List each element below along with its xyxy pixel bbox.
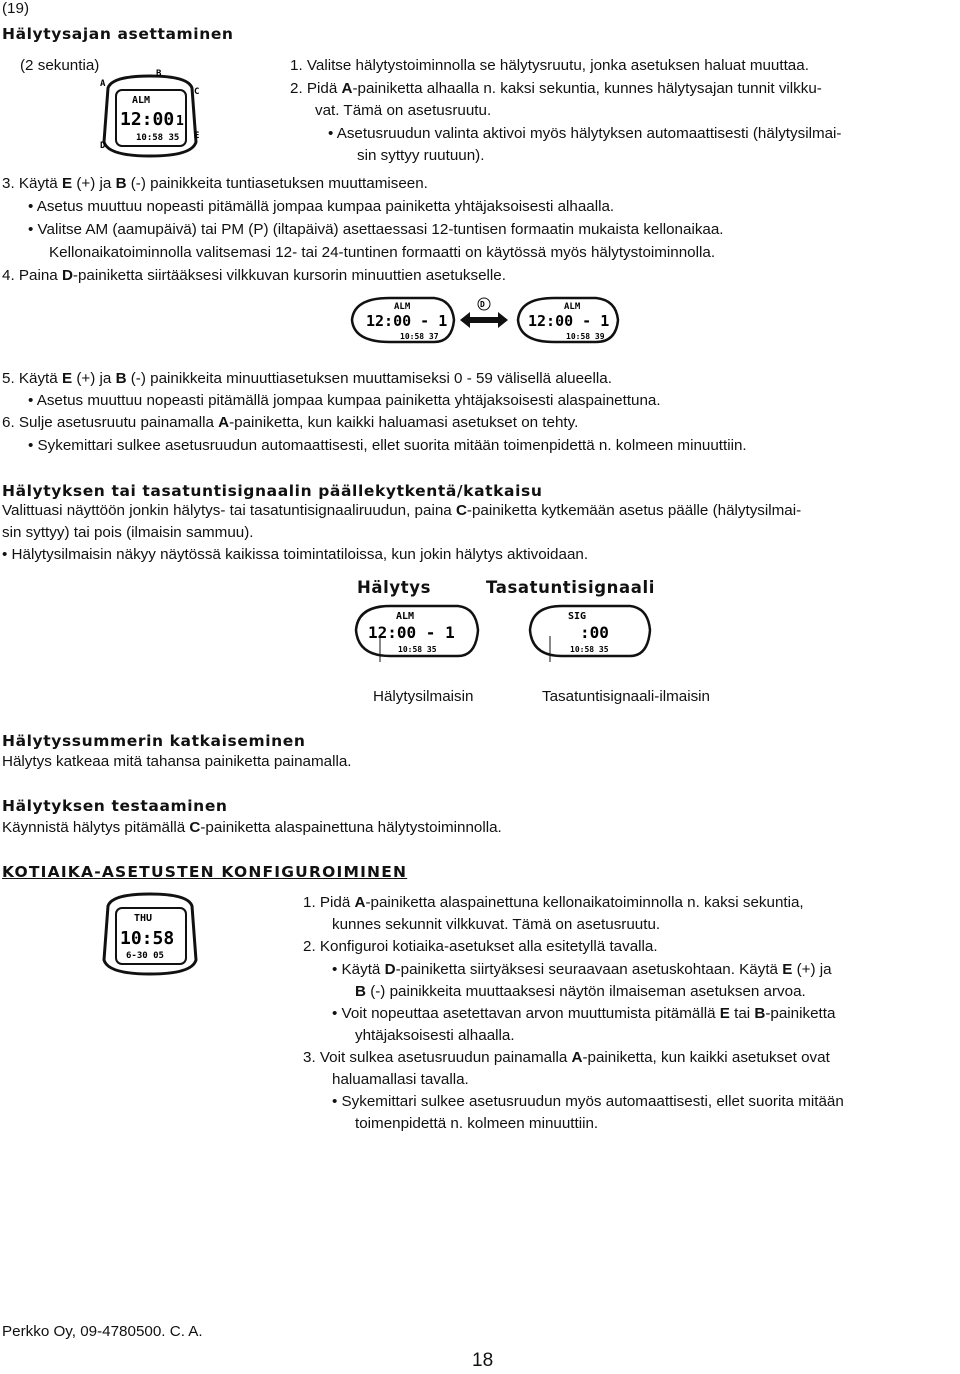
svg-text::00: :00: [580, 623, 609, 642]
svg-text:B: B: [156, 69, 162, 79]
footer-company: Perkko Oy, 09-4780500. C. A.: [2, 1323, 203, 1340]
svg-text:10:58: 10:58: [120, 928, 175, 949]
svg-text:10:58 35: 10:58 35: [398, 645, 437, 654]
section-heading-alarm-time: Hälytysajan asettaminen: [2, 25, 234, 43]
home-step-1: 1. Pidä A-painiketta alaspainettuna kellonaikatoiminnolla n. kaksi sekuntia,: [303, 894, 804, 911]
home-step-3: 3. Voit sulkea asetusruudun painamalla A-painiketta, kun kaikki asetukset ovat: [303, 1049, 830, 1066]
section3-text: Hälytys katkeaa mitä tahansa painiketta painamalla.: [2, 753, 352, 770]
step-1: 1. Valitse hälytystoiminnolla se hälytysruutu, jonka asetuksen haluat muuttaa.: [290, 57, 809, 74]
svg-text:10:58 35: 10:58 35: [136, 133, 180, 143]
step-6: 6. Sulje asetusruutu painamalla A-painiketta, kun kaikki haluamasi asetukset on tehty.: [2, 414, 579, 431]
svg-text:6-30 05: 6-30 05: [126, 951, 164, 961]
page-number: 18: [472, 1350, 494, 1371]
side-note: (2 sekuntia): [20, 57, 100, 74]
section-heading-alarm-toggle: Hälytyksen tai tasatuntisignaalin päällekytkentä/katkaisu: [2, 482, 543, 500]
page-label: (19): [2, 0, 30, 17]
watch-alarm-signal-image: [354, 600, 654, 662]
section-heading-test: Hälytyksen testaaminen: [2, 797, 228, 815]
section2-bullet: • Hälytysilmaisin näkyy näytössä kaikissa toimintatiloissa, kun jokin hälytys aktivoidaan.: [2, 546, 589, 563]
step-5: 5. Käytä E (+) ja B (-) painikkeita minuuttiasetuksen muuttamiseksi 0 - 59 välisellä alueella.: [2, 370, 612, 387]
watch-home-time-image: [90, 886, 210, 982]
step-2-bullet: • Asetusruudun valinta aktivoi myös hälytyksen automaattisesti (hälytysilmai-: [328, 125, 842, 142]
svg-text:C: C: [194, 87, 200, 97]
svg-text:SIG: SIG: [568, 611, 587, 622]
svg-text:10:58 35: 10:58 35: [570, 645, 609, 654]
watch1-time: 12:00: [120, 109, 175, 130]
watch1-mode: ALM: [132, 95, 151, 106]
step-2: 2. Pidä A-painiketta alhaalla n. kaksi sekuntia, kunnes hälytysajan tunnit vilkku-: [290, 80, 822, 97]
label-alarm: Hälytys: [357, 578, 432, 597]
step-5-bullet: • Asetus muuttuu nopeasti pitämällä jompaa kumpaa painiketta yhtäjaksoisesti alaspainettuna.: [28, 392, 661, 409]
svg-text:10:58 39: 10:58 39: [566, 332, 605, 341]
step-3: 3. Käytä E (+) ja B (-) painikkeita tuntiasetuksen muuttamiseen.: [2, 175, 428, 192]
svg-text:D: D: [100, 141, 106, 151]
svg-text:D: D: [480, 300, 485, 309]
button-a-label: A: [100, 79, 106, 89]
label-hourly-signal: Tasatuntisignaali: [486, 578, 655, 597]
svg-text:12:00 - 1: 12:00 - 1: [528, 312, 610, 330]
svg-text:E: E: [194, 131, 200, 141]
section-heading-home-time: KOTIAIKA-ASETUSTEN KONFIGUROIMINEN: [2, 863, 408, 881]
section4-text: Käynnistä hälytys pitämällä C-painiketta alaspainettuna hälytystoiminnolla.: [2, 819, 502, 836]
svg-text:1: 1: [176, 114, 184, 129]
step-6-bullet: • Sykemittari sulkee asetusruudun automaattisesti, ellet suorita mitään toimenpidettä n. kolmeen minuuttiin.: [28, 437, 747, 454]
caption-signal-indicator: Tasatuntisignaali-ilmaisin: [542, 688, 710, 705]
home-step-3-bullet: • Sykemittari sulkee asetusruudun myös automaattisesti, ellet suorita mitään: [332, 1093, 844, 1110]
watch-alarm-setting-image: [90, 68, 210, 164]
step-3-bullet-2: • Valitse AM (aamupäivä) tai PM (P) (iltapäivä) asettaessasi 12-tuntisen formaatin mukaista kellonaikaa.: [28, 221, 724, 238]
home-step-2: 2. Konfiguroi kotiaika-asetukset alla esitetyllä tavalla.: [303, 938, 658, 955]
svg-text:THU: THU: [134, 913, 153, 924]
step-3-bullet-1: • Asetus muuttuu nopeasti pitämällä jompaa kumpaa painiketta yhtäjaksoisesti alhaalla.: [28, 198, 615, 215]
caption-alarm-indicator: Hälytysilmaisin: [373, 688, 474, 705]
home-step-2-bullet-2: • Voit nopeuttaa asetettavan arvon muuttumista pitämällä E tai B-painiketta: [332, 1005, 836, 1022]
step-4: 4. Paina D-painiketta siirtääksesi vilkkuvan kursorin minuuttien asetukselle.: [2, 267, 506, 284]
svg-text:10:58 37: 10:58 37: [400, 332, 439, 341]
watch-pair-image: [350, 292, 620, 348]
svg-text:ALM: ALM: [396, 611, 415, 622]
section-heading-buzzer: Hälytyssummerin katkaiseminen: [2, 732, 306, 750]
svg-text:12:00 - 1: 12:00 - 1: [368, 623, 455, 642]
svg-text:ALM: ALM: [394, 302, 411, 312]
home-step-2-bullet-1: • Käytä D-painiketta siirtyäksesi seuraavaan asetuskohtaan. Käytä E (+) ja: [332, 961, 832, 978]
svg-text:12:00 - 1: 12:00 - 1: [366, 312, 448, 330]
section2-paragraph: Valittuasi näyttöön jonkin hälytys- tai tasatuntisignaaliruudun, paina C-painiketta kytkemään asetus päälle (hälytysilmai-: [2, 502, 802, 519]
svg-text:ALM: ALM: [564, 302, 581, 312]
